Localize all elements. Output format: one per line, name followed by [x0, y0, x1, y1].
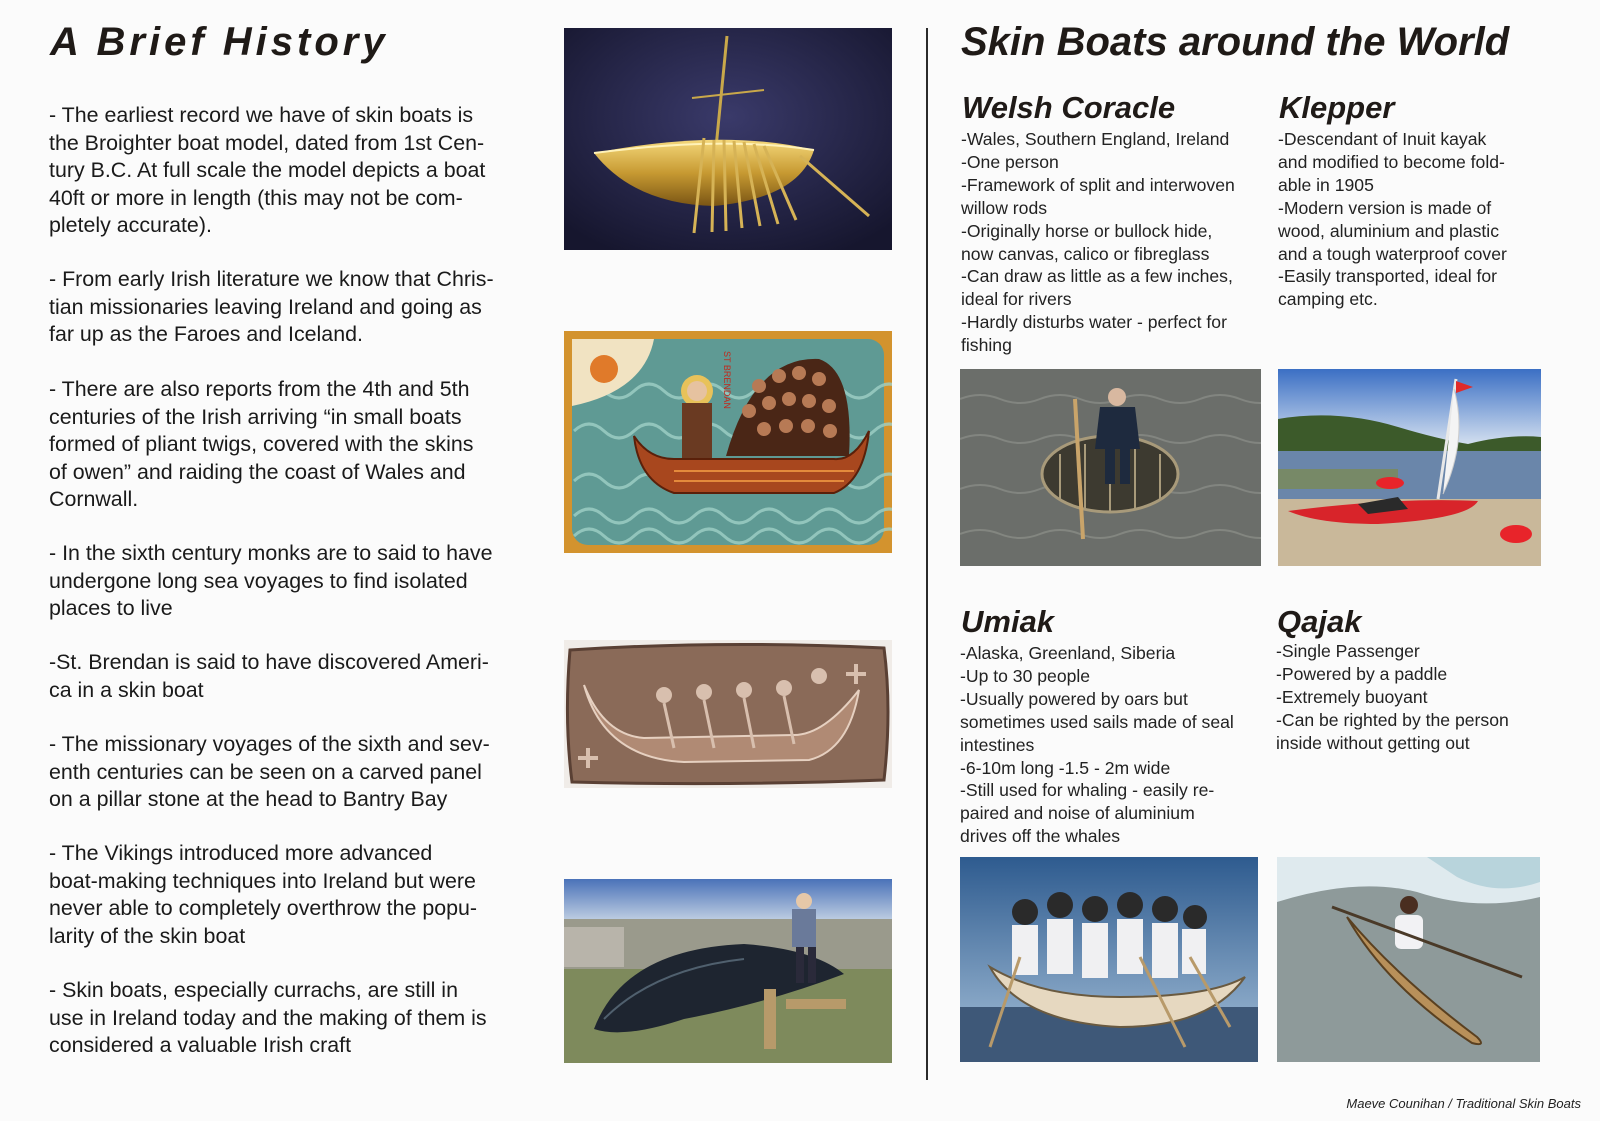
history-paragraph-4: - In the sixth century monks are to said to have undergone long sea voyages to find isolated places to live [49, 541, 493, 621]
st-brendan-icon-painting [564, 331, 892, 553]
boat-heading-klepper: Klepper [1279, 90, 1395, 125]
currach-photo [564, 879, 892, 1063]
boat-description-qajak: -Single Passenger -Powered by a paddle -Extremely buoyant -Can be righted by the person inside without getting out [1276, 641, 1509, 753]
boat-description-umiak: -Alaska, Greenland, Siberia -Up to 30 people -Usually powered by oars but sometimes used sails made of seal intestines -6-10m long -1.5 - 2m wide -Still used for whaling - easily re- paired and noise of aluminium drives off the whales [960, 643, 1234, 847]
boat-description-klepper: -Descendant of Inuit kayak and modified to become fold- able in 1905 -Modern version is made of wood, aluminium and plastic and a tough waterproof cover -Easily transported, ideal for camping etc. [1278, 129, 1507, 310]
history-paragraph-3: - There are also reports from the 4th and 5th centuries of the Irish arriving “in small boats formed of pliant twigs, covered with the skins of owen” and raiding the coast of Wales and Cornwall. [49, 377, 474, 512]
page-title-brief-history: A Brief History [50, 20, 389, 64]
carved-panel-photo [564, 640, 892, 788]
boat-heading-welsh-coracle: Welsh Coracle [962, 90, 1176, 125]
st-brendan-icon-label: ST BRENDAN [722, 351, 732, 409]
qajak-photo [1277, 857, 1540, 1062]
author-credit: Maeve Counihan / Traditional Skin Boats [1346, 1096, 1581, 1111]
page-title-skin-boats-world: Skin Boats around the World [961, 20, 1510, 64]
klepper-photo [1278, 369, 1541, 566]
umiak-photo [960, 857, 1258, 1062]
history-paragraph-1: - The earliest record we have of skin boats is the Broighter boat model, dated from 1st Cen- tury B.C. At full scale the model depicts a boat 40ft or more in length (this may not be com- pletely accurate). [49, 103, 486, 238]
welsh-coracle-photo [960, 369, 1261, 566]
boat-heading-qajak: Qajak [1277, 604, 1362, 639]
history-paragraph-7: - The Vikings introduced more advanced boat-making techniques into Ireland but were never able to completely overthrow the popu- larity of the skin boat [49, 841, 478, 948]
broighter-boat-photo [564, 28, 892, 250]
history-paragraph-5: -St. Brendan is said to have discovered Ameri- ca in a skin boat [49, 650, 489, 702]
history-paragraph-6: - The missionary voyages of the sixth and sev- enth centuries can be seen on a carved panel on a pillar stone at the head to Bantry Bay [49, 732, 490, 812]
boat-heading-umiak: Umiak [961, 604, 1055, 639]
history-paragraph-2: - From early Irish literature we know that Chris- tian missionaries leaving Ireland and going as far up as the Faroes and Iceland. [49, 267, 494, 347]
history-paragraph-8: - Skin boats, especially currachs, are still in use in Ireland today and the making of them is considered a valuable Irish craft [49, 978, 487, 1058]
column-divider [926, 28, 928, 1080]
boat-description-welsh-coracle: -Wales, Southern England, Ireland -One person -Framework of split and interwoven willow rods -Originally horse or bullock hide, now canvas, calico or fibreglass -Can draw as little as a few inches, ideal for rivers -Hardly disturbs water - perfect for fishing [961, 129, 1235, 356]
